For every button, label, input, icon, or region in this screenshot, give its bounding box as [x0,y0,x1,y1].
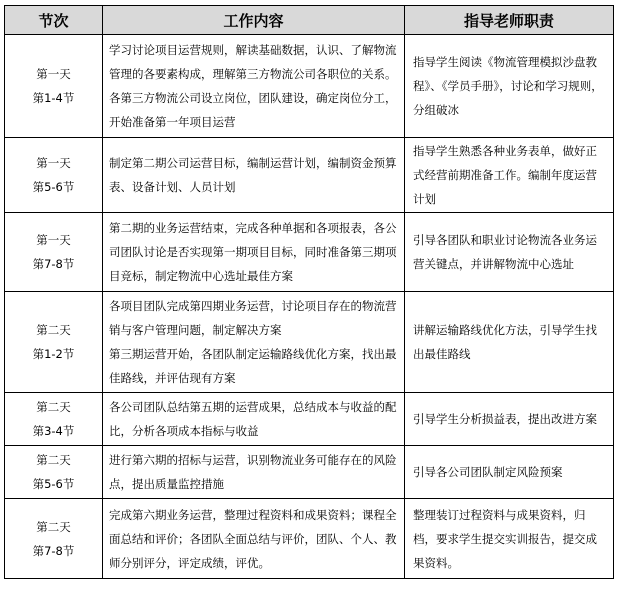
lessons-label: 第7-8节 [32,543,75,558]
work-text: 进行第六期的招标与运营，识别物流业务可能存在的风险点，提出质量监控措施 [109,453,397,491]
header-work: 工作内容 [103,6,405,35]
work-text: 各项目团队完成第四期业务运营，讨论项目存在的物流营销与客户管理问题，制定解决方案 [109,299,397,337]
day-label: 第一天 [36,67,71,81]
guide-cell: 讲解运输路线优化方法，引导学生找出最佳路线 [405,292,614,393]
table-row [5,213,614,292]
work-cell [103,35,405,138]
guide-cell: 指导学生阅读《物流管理模拟沙盘教程》、《学员手册》，讨论和学习规则，分组破冰 [405,35,614,138]
day-label: 第二天 [36,323,71,337]
work-text: 完成第六期业务运营，整理过程资料和成果资料；课程全面总结和评价；各团队全面总结与评价，团队、个人、教师分别评分，评定成绩，评优。 [109,507,397,570]
guide-cell: 引导学生分析损益表，提出改进方案 [405,393,614,446]
work-cell [103,213,405,292]
table-row [5,292,614,393]
work-text: 制定第二期公司运营目标，编制运营计划，编制资金预算表、设备计划、人员计划 [109,156,397,194]
session-cell [5,499,103,579]
table-row [5,499,614,579]
header-row [5,6,614,35]
lessons-label: 第5-6节 [32,180,75,194]
header-session: 节次 [5,6,103,35]
schedule-table [4,5,614,579]
day-label: 第一天 [36,233,71,247]
session-cell [5,35,103,138]
table-row [5,138,614,213]
work-cell [103,446,405,499]
work-text: 学习讨论项目运营规则，解读基础数据，认识、了解物流管理的各要素构成，理解第三方物流公司各职位的关系。各第三方物流公司设立岗位，团队建设，确定岗位分工，开始准备第一年项目运营 [109,43,397,129]
day-label: 第一天 [36,156,71,170]
session-cell [5,138,103,213]
lessons-label: 第5-6节 [32,477,75,491]
work-text: 各公司团队总结第五期的运营成果，总结成本与收益的配比，分析各项成本指标与收益 [109,400,397,438]
work-cell [103,499,405,579]
day-label: 第二天 [36,453,71,467]
lessons-label: 第1-4节 [32,91,75,105]
header-guide: 指导老师职责 [405,6,614,35]
guide-cell: 引导各团队和职业讨论物流各业务运营关键点，并讲解物流中心选址 [405,213,614,292]
session-cell [5,292,103,393]
session-cell [5,213,103,292]
session-cell [5,446,103,499]
work-cell [103,292,405,393]
lessons-label: 第1-2节 [32,347,75,361]
guide-cell: 引导各公司团队制定风险预案 [405,446,614,499]
day-label: 第二天 [36,400,71,414]
lessons-label: 第3-4节 [32,424,75,438]
work-cell [103,393,405,446]
work-cell [103,138,405,213]
guide-cell: 指导学生熟悉各种业务表单，做好正式经营前期准备工作。编制年度运营计划 [405,138,614,213]
table-row [5,446,614,499]
lessons-label: 第7-8节 [32,257,75,271]
day-label: 第二天 [36,519,71,534]
session-cell [5,393,103,446]
work-text: 第二期的业务运营结束，完成各种单据和各项报表，各公司团队讨论是否实现第一期项目目标，同时准备第三期项目竞标，制定物流中心选址最佳方案 [109,221,397,283]
table-row [5,393,614,446]
table-row [5,35,614,138]
work-text: 第三期运营开始，各团队制定运输路线优化方案，找出最佳路线，并评估现有方案 [109,347,397,385]
guide-cell: 整理装订过程资料与成果资料，归档，要求学生提交实训报告，提交成果资料。 [405,499,614,579]
